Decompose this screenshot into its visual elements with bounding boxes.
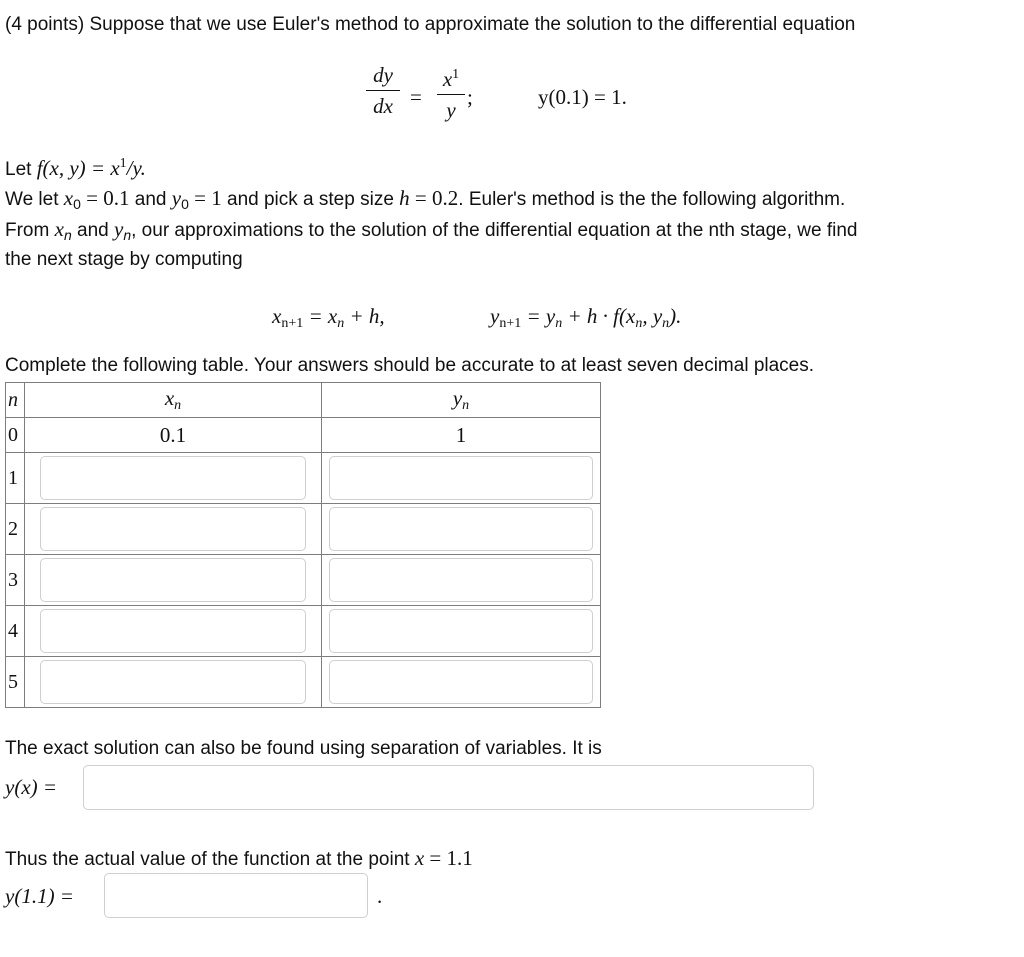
table-row bbox=[6, 504, 601, 555]
x0-value: 0.1 bbox=[25, 418, 322, 453]
x1-input[interactable] bbox=[40, 456, 306, 500]
y1-input[interactable] bbox=[329, 456, 593, 500]
x3-input[interactable] bbox=[40, 558, 306, 602]
euler-table bbox=[5, 382, 601, 708]
ode-lhs-numerator: dy bbox=[373, 63, 393, 87]
intro-text: (4 points) Suppose that we use Euler's method to approximate the solution to the differential equation bbox=[5, 14, 856, 35]
actual-value-text: Thus the actual value of the function at the point x = 1.1 bbox=[5, 846, 473, 870]
recurrence-x: $x_{n+1} = x_n + h$, bbox=[272, 304, 385, 331]
x5-input[interactable] bbox=[40, 660, 306, 704]
fraction-bar bbox=[437, 94, 465, 95]
table-row bbox=[6, 606, 601, 657]
ode-semicolon: ; bbox=[467, 85, 473, 109]
ode-lhs-denominator: dx bbox=[373, 94, 393, 118]
ode-rhs-fraction bbox=[437, 63, 465, 122]
initial-condition: y(0.1) = 1. bbox=[538, 85, 627, 109]
header-n: n bbox=[6, 383, 25, 418]
exact-solution-label: y(x) = bbox=[5, 775, 58, 799]
row-index: 2 bbox=[6, 504, 25, 555]
x4-input[interactable] bbox=[40, 609, 306, 653]
exact-solution-input[interactable] bbox=[83, 765, 814, 810]
table-row bbox=[6, 657, 601, 708]
table-row bbox=[6, 453, 601, 504]
description-line: From $x_n$ and $y_n$, our approximations to the solution of the differential equation at the nth stage, we find bbox=[5, 217, 858, 243]
exact-solution-text: The exact solution can also be found using separation of variables. It is bbox=[5, 738, 602, 759]
y4-input[interactable] bbox=[329, 609, 593, 653]
y5-input[interactable] bbox=[329, 660, 593, 704]
ode-rhs-denominator: y bbox=[446, 98, 456, 122]
actual-value-label: y(1.1) = bbox=[5, 884, 74, 908]
table-header-row bbox=[6, 383, 601, 418]
actual-value-input[interactable] bbox=[104, 873, 368, 918]
y3-input[interactable] bbox=[329, 558, 593, 602]
ode-rhs-numerator: $x^1$ bbox=[442, 67, 460, 91]
table-instruction: Complete the following table. Your answers should be accurate to at least seven decimal places. bbox=[5, 355, 815, 376]
x2-input[interactable] bbox=[40, 507, 306, 551]
table-row bbox=[6, 418, 601, 453]
row-index: 3 bbox=[6, 555, 25, 606]
ode-lhs-fraction bbox=[366, 63, 400, 118]
y2-input[interactable] bbox=[329, 507, 593, 551]
row-index: 5 bbox=[6, 657, 25, 708]
header-xn: $x_n$ bbox=[25, 383, 322, 418]
fraction-bar bbox=[366, 90, 400, 91]
ode-equals: = bbox=[410, 85, 422, 109]
description-line-2: the next stage by computing bbox=[5, 249, 243, 270]
table-row bbox=[6, 555, 601, 606]
let-line: Let f(x, $y) = x^1/y$. bbox=[5, 156, 146, 180]
header-yn: $y_n$ bbox=[322, 383, 601, 418]
row-index: 0 bbox=[6, 418, 25, 453]
period: . bbox=[377, 884, 383, 908]
recurrence-y: $y_{n+1} = y_n + h \cdot f(x_n$, $y_n$). bbox=[490, 304, 682, 331]
setup-line: We let $x_0 = 0.1$ and $y_0 = 1$ and pick a step size h = 0.2. Euler's method is the the following algorithm. bbox=[5, 186, 846, 212]
y0-value: 1 bbox=[322, 418, 601, 453]
row-index: 1 bbox=[6, 453, 25, 504]
row-index: 4 bbox=[6, 606, 25, 657]
